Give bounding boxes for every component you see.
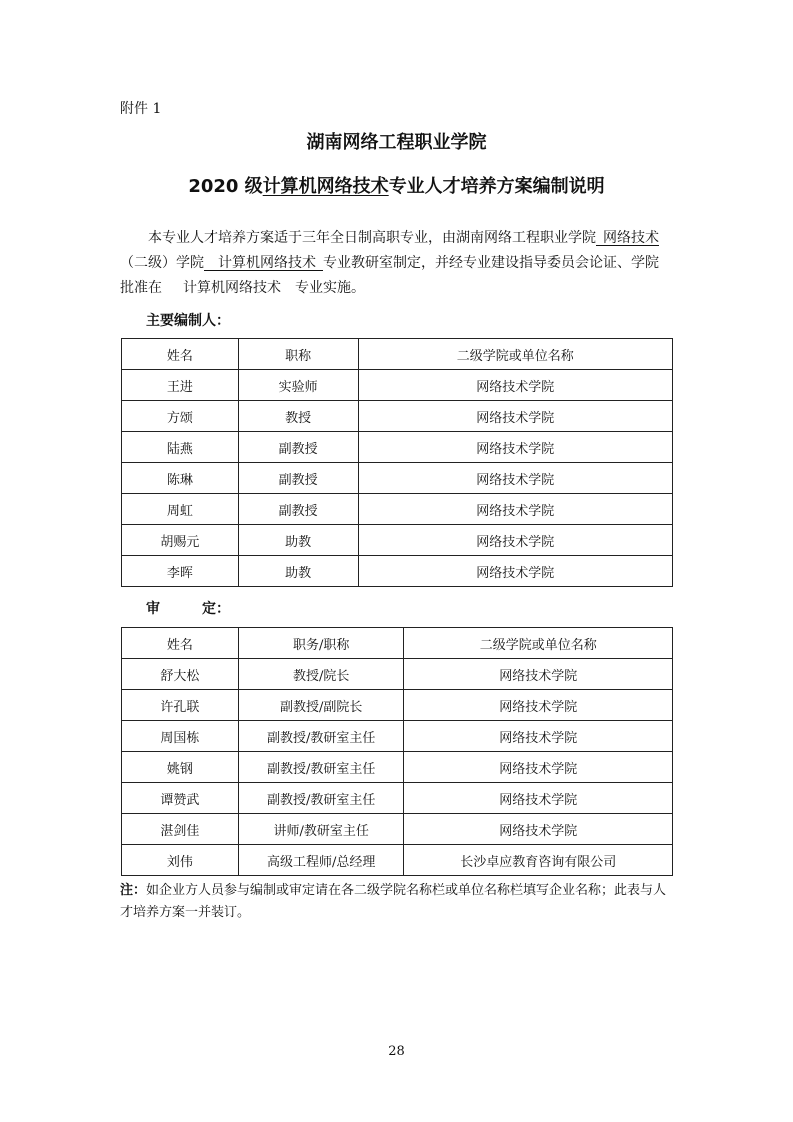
header-unit: 二级学院或单位名称 [358, 339, 672, 370]
intro-text-3a: 批准在 [120, 280, 162, 296]
cell-unit: 长沙卓应教育咨询有限公司 [404, 845, 673, 876]
table-row [122, 659, 673, 690]
cell-position: 讲师/教研室主任 [238, 814, 404, 845]
note-text: 如企业方人员参与编制或审定请在各二级学院名称栏或单位名称栏填写企业名称；此表与人才培养方案一并装订。 [120, 883, 667, 920]
table-row [122, 525, 673, 556]
blank-department: 网络技术 [603, 230, 659, 246]
intro-text-2a: （二级）学院 [120, 255, 204, 271]
cell-unit: 网络技术学院 [404, 659, 673, 690]
cell-unit: 网络技术学院 [358, 463, 672, 494]
title-year: 2020 级 [188, 176, 263, 197]
table-row [122, 556, 673, 587]
cell-name: 刘伟 [122, 845, 239, 876]
cell-title: 实验师 [238, 370, 358, 401]
cell-position: 副教授/教研室主任 [238, 721, 404, 752]
cell-unit: 网络技术学院 [358, 525, 672, 556]
blank-major: 计算机网络技术 [183, 280, 281, 296]
document-title [0, 172, 793, 198]
table-row [122, 494, 673, 525]
table-row [122, 721, 673, 752]
intro-paragraph [120, 226, 676, 301]
intro-text-3b: 专业实施。 [295, 280, 365, 296]
cell-position: 副教授/教研室主任 [238, 752, 404, 783]
header-name: 姓名 [122, 628, 239, 659]
cell-unit: 网络技术学院 [404, 721, 673, 752]
table-row [122, 401, 673, 432]
cell-title: 助教 [238, 525, 358, 556]
cell-name: 周国栋 [122, 721, 239, 752]
cell-name: 许孔联 [122, 690, 239, 721]
header-position: 职务/职称 [238, 628, 404, 659]
cell-name: 王进 [122, 370, 239, 401]
cell-unit: 网络技术学院 [404, 752, 673, 783]
section-compilers: 主要编制人： [146, 313, 230, 329]
table-row [122, 690, 673, 721]
cell-position: 高级工程师/总经理 [238, 845, 404, 876]
table-row [122, 845, 673, 876]
cell-title: 助教 [238, 556, 358, 587]
cell-unit: 网络技术学院 [358, 494, 672, 525]
cell-position: 副教授/副院长 [238, 690, 404, 721]
cell-name: 胡赐元 [122, 525, 239, 556]
intro-line-1 [120, 226, 676, 251]
compilers-table [121, 338, 673, 587]
table-row [122, 370, 673, 401]
cell-name: 方颂 [122, 401, 239, 432]
cell-title: 副教授 [238, 494, 358, 525]
header-name: 姓名 [122, 339, 239, 370]
cell-name: 李晖 [122, 556, 239, 587]
cell-unit: 网络技术学院 [404, 783, 673, 814]
intro-line-3 [120, 276, 676, 301]
table-row [122, 783, 673, 814]
title-suffix: 专业人才培养方案编制说明 [388, 176, 605, 197]
cell-unit: 网络技术学院 [358, 432, 672, 463]
table-row [122, 463, 673, 494]
table-row [122, 432, 673, 463]
college-title: 湖南网络工程职业学院 [306, 132, 487, 153]
cell-position: 教授/院长 [238, 659, 404, 690]
header-title: 职称 [238, 339, 358, 370]
footnote [120, 880, 676, 924]
intro-text-2b: 专业教研室制定，并经专业建设指导委员会论证、学院 [323, 255, 659, 271]
cell-unit: 网络技术学院 [358, 370, 672, 401]
note-label: 注： [120, 883, 147, 898]
cell-name: 陆燕 [122, 432, 239, 463]
cell-title: 副教授 [238, 463, 358, 494]
intro-line-2 [120, 251, 676, 276]
cell-name: 姚钢 [122, 752, 239, 783]
page-number: 28 [388, 1044, 405, 1059]
table-header-row [122, 628, 673, 659]
cell-name: 湛剑佳 [122, 814, 239, 845]
reviewers-table [121, 627, 673, 876]
header-unit: 二级学院或单位名称 [404, 628, 673, 659]
attachment-label: 附件 1 [120, 101, 162, 117]
section-reviewers: 审 定： [146, 601, 230, 617]
cell-name: 周虹 [122, 494, 239, 525]
cell-unit: 网络技术学院 [358, 401, 672, 432]
table-row [122, 814, 673, 845]
cell-name: 谭赞武 [122, 783, 239, 814]
table-row [122, 752, 673, 783]
cell-title: 教授 [238, 401, 358, 432]
table-header-row [122, 339, 673, 370]
cell-title: 副教授 [238, 432, 358, 463]
blank-office: 计算机网络技术 [218, 255, 316, 271]
cell-unit: 网络技术学院 [404, 690, 673, 721]
cell-name: 舒大松 [122, 659, 239, 690]
cell-position: 副教授/教研室主任 [238, 783, 404, 814]
cell-name: 陈琳 [122, 463, 239, 494]
cell-unit: 网络技术学院 [358, 556, 672, 587]
cell-unit: 网络技术学院 [404, 814, 673, 845]
title-major: 计算机网络技术 [262, 176, 389, 197]
intro-text-1: 本专业人才培养方案适于三年全日制高职专业，由湖南网络工程职业学院 [148, 230, 596, 246]
